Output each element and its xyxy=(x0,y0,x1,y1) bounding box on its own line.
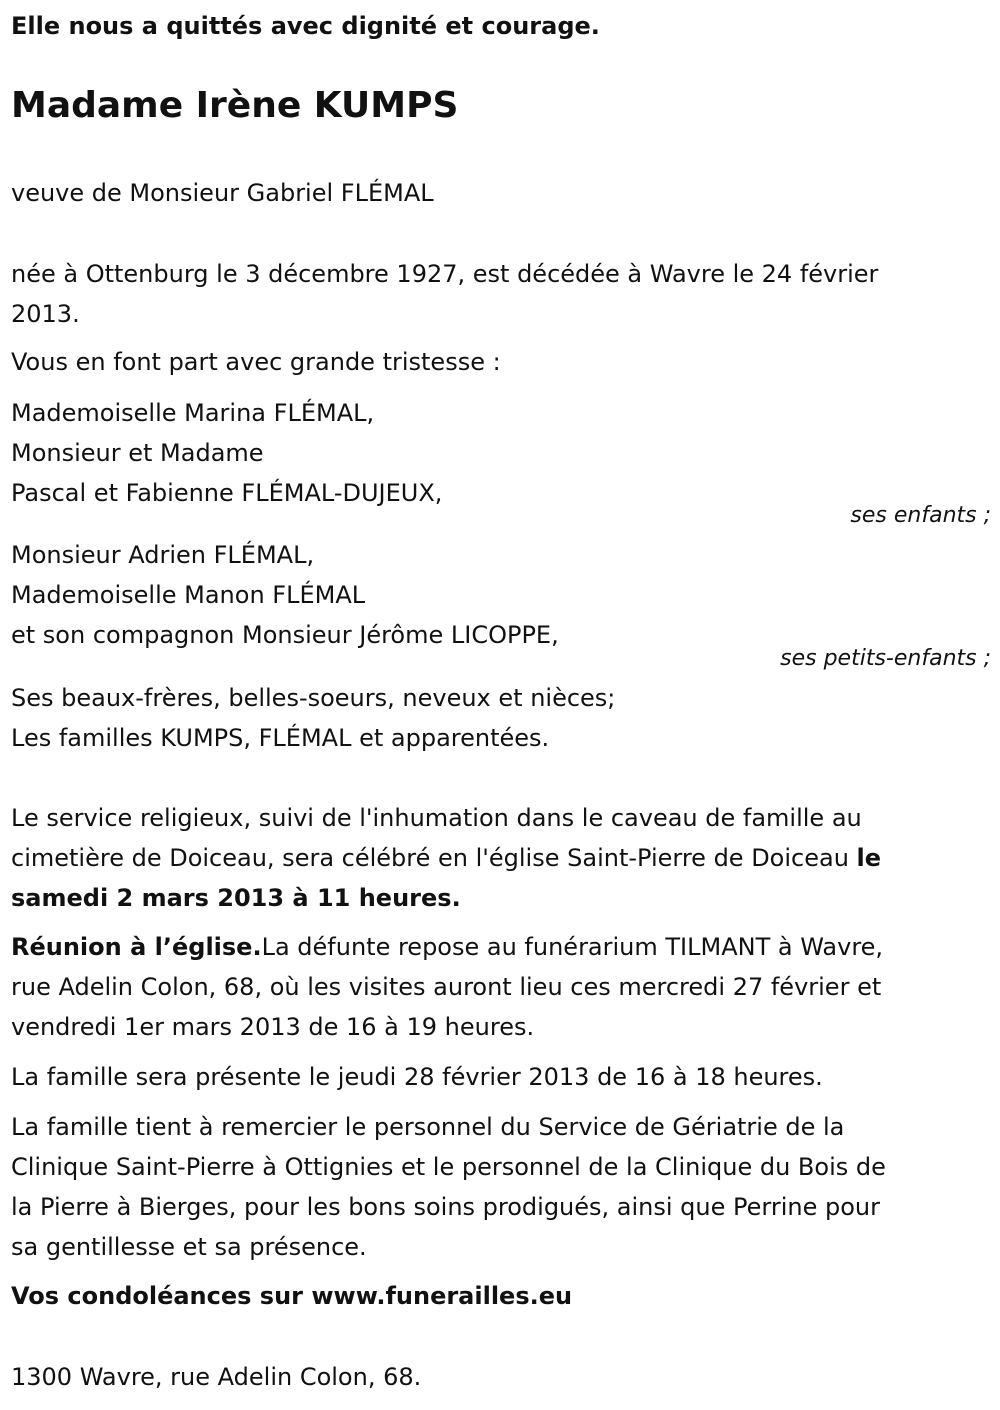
widow-of-block xyxy=(11,173,991,213)
birth-death-line-1: née à Ottenburg le 3 décembre 1927, est décédée à Wavre le 24 février xyxy=(11,260,879,288)
grandchildren-block xyxy=(11,535,991,680)
service-line-1: Le service religieux, suivi de l'inhumation dans le caveau de famille au xyxy=(11,804,862,832)
service-block xyxy=(11,798,991,918)
children-line-2: Monsieur et Madame xyxy=(11,439,264,467)
reunion-line-1-text: La défunte repose au funérarium TILMANT à Wavre, xyxy=(261,933,884,961)
reunion-heading: Réunion à l’église. xyxy=(11,933,262,961)
family-line-1: Ses beaux-frères, belles-soeurs, neveux et nièces; xyxy=(11,684,616,712)
service-line-2-bold: le xyxy=(856,844,882,872)
presence-block xyxy=(11,1057,991,1097)
grandchildren-line-3: et son compagnon Monsieur Jérôme LICOPPE, xyxy=(11,621,559,649)
children-block xyxy=(11,393,991,538)
condolences-block xyxy=(11,1276,991,1316)
thanks-line-1: La famille tient à remercier le personnel du Service de Gériatrie de la xyxy=(11,1113,845,1141)
thanks-line-2: Clinique Saint-Pierre à Ottignies et le personnel de la Clinique du Bois de xyxy=(11,1153,886,1181)
birth-death-block xyxy=(11,254,991,334)
grandchildren-role: ses petits-enfants ; xyxy=(780,646,991,671)
service-date: samedi 2 mars 2013 à 11 heures. xyxy=(11,884,461,912)
address-block xyxy=(11,1357,991,1397)
thanks-line-3: la Pierre à Bierges, pour les bons soins prodigués, ainsi que Perrine pour xyxy=(11,1193,880,1221)
children-line-3: Pascal et Fabienne FLÉMAL-DUJEUX, xyxy=(11,479,443,507)
service-line-2 xyxy=(11,838,991,878)
reunion-line-2: rue Adelin Colon, 68, où les visites auront lieu ces mercredi 27 février et xyxy=(11,973,882,1001)
condolences-line: Vos condoléances sur www.funerailles.eu xyxy=(11,1282,573,1310)
children-role: ses enfants ; xyxy=(850,503,991,528)
children-line-1: Mademoiselle Marina FLÉMAL, xyxy=(11,399,375,427)
presence-line: La famille sera présente le jeudi 28 février 2013 de 16 à 18 heures. xyxy=(11,1063,823,1091)
service-line-2-text: cimetière de Doiceau, sera célébré en l'église Saint-Pierre de Doiceau xyxy=(11,844,857,872)
grandchildren-line-1: Monsieur Adrien FLÉMAL, xyxy=(11,541,315,569)
grandchildren-line-2: Mademoiselle Manon FLÉMAL xyxy=(11,581,366,609)
reunion-block xyxy=(11,927,991,1047)
thanks-line-4: sa gentillesse et sa présence. xyxy=(11,1233,367,1261)
reunion-line-3: vendredi 1er mars 2013 de 16 à 19 heures. xyxy=(11,1013,535,1041)
announce-line: Vous en font part avec grande tristesse : xyxy=(11,348,501,376)
family-block xyxy=(11,678,991,758)
deceased-name: Madame Irène KUMPS xyxy=(11,85,459,126)
birth-death-line-2: 2013. xyxy=(11,300,80,328)
widow-of-line: veuve de Monsieur Gabriel FLÉMAL xyxy=(11,179,434,207)
tagline: Elle nous a quittés avec dignité et courage. xyxy=(11,12,600,40)
announce-block xyxy=(11,342,991,382)
family-line-2: Les familles KUMPS, FLÉMAL et apparentées. xyxy=(11,724,550,752)
thanks-block xyxy=(11,1107,991,1267)
address-line: 1300 Wavre, rue Adelin Colon, 68. xyxy=(11,1363,422,1391)
reunion-line-1 xyxy=(11,927,991,967)
